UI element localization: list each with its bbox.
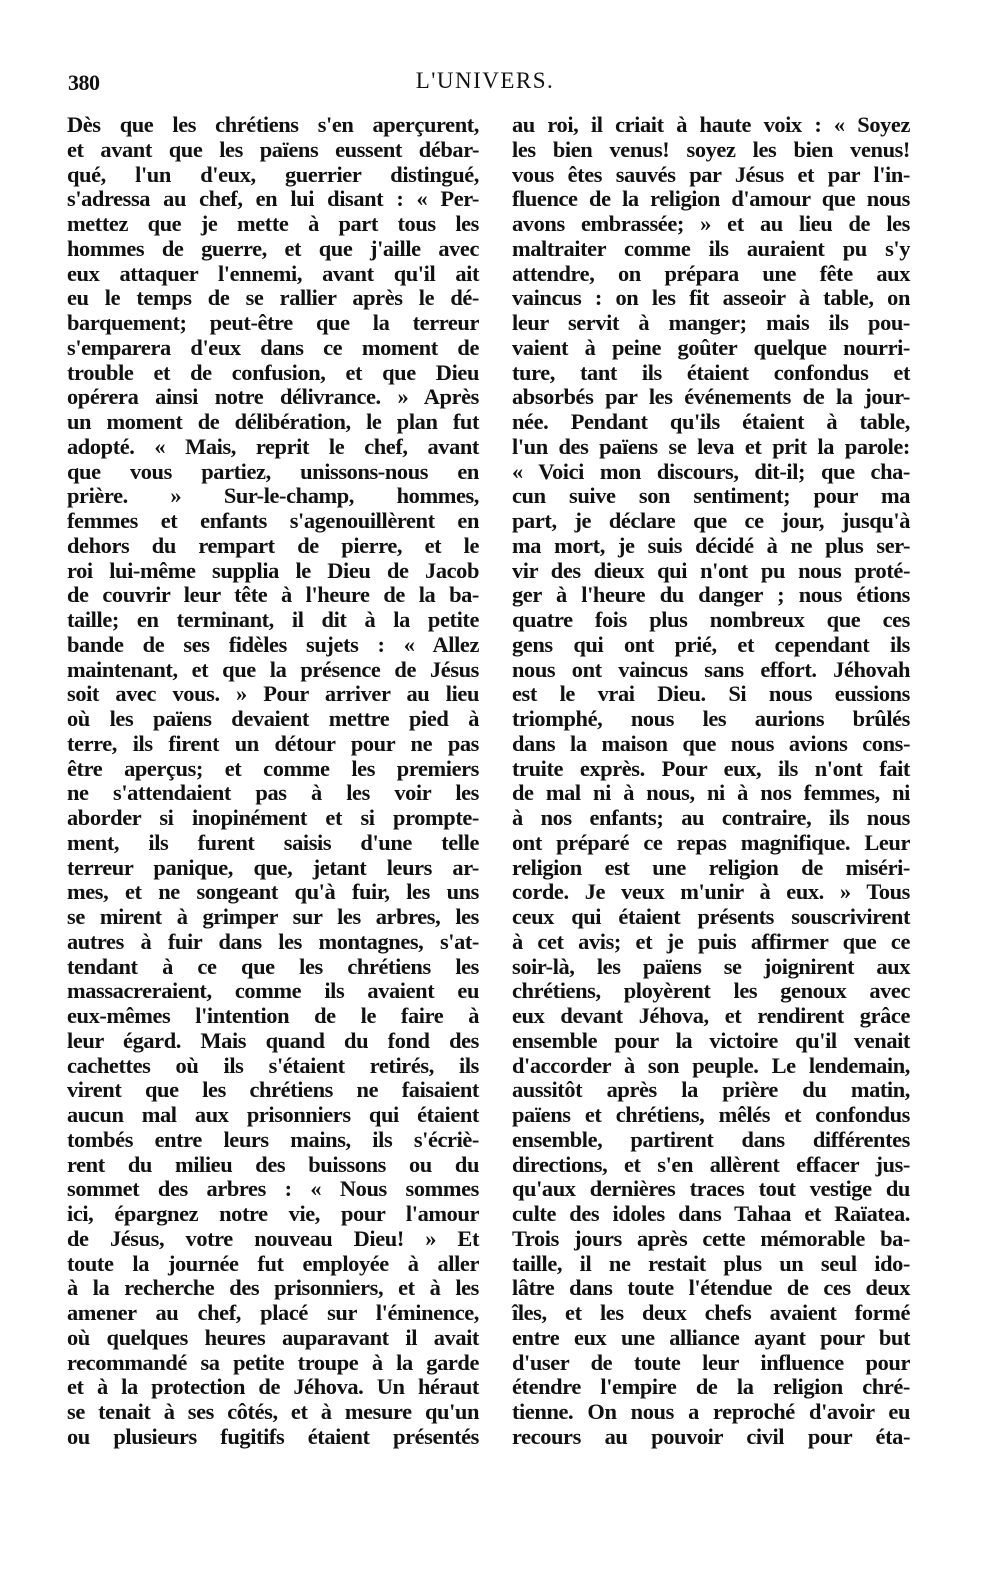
text-line: Trois jours après cette mémorable ba- — [512, 1225, 910, 1251]
text-line: aussitôt après la prière du matin, — [512, 1077, 910, 1103]
text-line: part, je déclare que ce jour, jusqu'à — [512, 508, 910, 533]
text-line: Dès que les chrétiens s'en aperçurent, — [67, 112, 479, 137]
text-line: fluence de la religion d'amour que nous — [512, 186, 910, 212]
text-line: opérera ainsi notre délivrance. » Après — [67, 384, 479, 410]
text-line: un moment de délibération, le plan fut — [67, 409, 479, 434]
text-line: rent du milieu des buissons ou du — [67, 1151, 479, 1177]
text-line: aborder si inopinément et si prompte- — [67, 805, 479, 830]
text-line: et à la protection de Jéhova. Un héraut — [67, 1374, 479, 1400]
text-line: de Jésus, votre nouveau Dieu! » Et — [67, 1225, 479, 1251]
text-line: leur servit à manger; mais ils pou- — [512, 310, 910, 335]
text-line: s'emparera d'eux dans ce moment de — [67, 334, 479, 360]
text-line: taille; en terminant, il dit à la petite — [67, 607, 479, 632]
text-line: ceux qui étaient présents souscrivirent — [512, 904, 910, 929]
text-line: née. Pendant qu'ils étaient à table, — [512, 409, 910, 434]
text-line: massacreraient, comme ils avaient eu — [67, 978, 479, 1004]
text-line: eu le temps de se rallier après le dé- — [67, 285, 479, 311]
running-header — [60, 66, 910, 96]
text-line: attendre, on prépara une fête aux — [512, 260, 910, 286]
text-line: qu'aux dernières traces tout vestige du — [512, 1176, 910, 1202]
text-line: se mirent à grimper sur les arbres, les — [67, 904, 479, 929]
text-line: être aperçus; et comme les premiers — [67, 755, 479, 781]
text-line: vir des dieux qui n'ont pu nous proté- — [512, 557, 910, 583]
text-line: que vous partiez, unissons-nous en — [67, 458, 479, 484]
text-line: adopté. « Mais, reprit le chef, avant — [67, 433, 479, 459]
text-line: les bien venus! soyez les bien venus! — [512, 136, 910, 162]
text-line: recours au pouvoir civil pour éta- — [512, 1423, 910, 1449]
text-line: tendant à ce que les chrétiens les — [67, 953, 479, 979]
text-line: tombés entre leurs mains, ils s'écriè- — [67, 1126, 479, 1152]
text-line: sommet des arbres : « Nous sommes — [67, 1176, 479, 1202]
text-line: chrétiens, ployèrent les genoux avec — [512, 978, 910, 1004]
text-line: aucun mal aux prisonniers qui étaient — [67, 1102, 479, 1127]
text-line: à nos enfants; au contraire, ils nous — [512, 805, 910, 830]
text-column-left — [67, 113, 479, 1450]
text-line: ne s'attendaient pas à les voir les — [67, 780, 479, 806]
text-line: vaient à peine goûter quelque nourri- — [512, 334, 910, 360]
text-line: « Voici mon discours, dit-il; que cha- — [512, 458, 910, 484]
text-line: ou plusieurs fugitifs étaient présentés — [67, 1423, 479, 1449]
text-line: virent que les chrétiens ne faisaient — [67, 1077, 479, 1103]
text-line: ma mort, je suis décidé à ne plus ser- — [512, 532, 910, 558]
text-line: prière. » Sur-le-champ, hommes, — [67, 483, 479, 509]
text-line: ensemble pour la victoire qu'il venait — [512, 1027, 910, 1053]
text-line: toute la journée fut employée à aller — [67, 1250, 479, 1276]
text-line: soit avec vous. » Pour arriver au lieu — [67, 681, 479, 707]
text-line: entre eux une alliance ayant pour but — [512, 1324, 910, 1350]
text-line: leur égard. Mais quand du fond des — [67, 1027, 479, 1053]
text-line: d'user de toute leur influence pour — [512, 1349, 910, 1375]
text-line: où quelques heures auparavant il avait — [67, 1324, 479, 1350]
text-line: de couvrir leur tête à l'heure de la ba- — [67, 582, 479, 608]
text-line: terreur panique, que, jetant leurs ar- — [67, 854, 479, 880]
text-line: corde. Je veux m'unir à eux. » Tous — [512, 879, 910, 905]
text-line: à cet avis; et je puis affirmer que ce — [512, 928, 910, 954]
text-line: maintenant, et que la présence de Jésus — [67, 656, 479, 682]
text-line: lâtre dans toute l'étendue de ces deux — [512, 1275, 910, 1301]
text-line: et avant que les païens eussent débar- — [67, 136, 479, 162]
text-line: hommes de guerre, et que j'aille avec — [67, 235, 479, 261]
text-line: nous ont vaincus sans effort. Jéhovah — [512, 656, 910, 682]
text-line: tienne. On nous a reproché d'avoir eu — [512, 1399, 910, 1424]
text-line: trouble et de confusion, et que Dieu — [67, 359, 479, 385]
text-line: au roi, il criait à haute voix : « Soyez — [512, 112, 910, 137]
text-line: truite exprès. Pour eux, ils n'ont fait — [512, 755, 910, 781]
text-column-right — [512, 113, 910, 1450]
text-line: est le vrai Dieu. Si nous eussions — [512, 681, 910, 707]
text-line: qué, l'un d'eux, guerrier distingué, — [67, 161, 479, 187]
text-line: absorbés par les événements de la jour- — [512, 384, 910, 410]
text-line: taille, il ne restait plus un seul ido- — [512, 1250, 910, 1276]
text-line: quatre fois plus nombreux que ces — [512, 607, 910, 632]
text-line: ger à l'heure du danger ; nous étions — [512, 582, 910, 608]
text-line: triomphé, nous les aurions brûlés — [512, 706, 910, 731]
text-line: d'accorder à son peuple. Le lendemain, — [512, 1052, 910, 1078]
text-line: s'adressa au chef, en lui disant : « Per- — [67, 186, 479, 212]
text-line: autres à fuir dans les montagnes, s'at- — [67, 928, 479, 954]
text-line: de mal ni à nous, ni à nos femmes, ni — [512, 780, 910, 806]
text-line: à la recherche des prisonniers, et à les — [67, 1275, 479, 1301]
text-line: avons embrassée; » et au lieu de les — [512, 211, 910, 236]
text-line: amener au chef, placé sur l'éminence, — [67, 1300, 479, 1325]
text-line: étendre l'empire de la religion chré- — [512, 1374, 910, 1400]
text-line: où les païens devaient mettre pied à — [67, 706, 479, 731]
text-line: îles, et les deux chefs avaient formé — [512, 1300, 910, 1325]
text-line: ture, tant ils étaient confondus et — [512, 359, 910, 385]
text-line: mes, et ne songeant qu'à fuir, les uns — [67, 879, 479, 905]
text-line: se tenait à ses côtés, et à mesure qu'un — [67, 1399, 479, 1424]
text-line: barquement; peut-être que la terreur — [67, 310, 479, 335]
text-line: cun suive son sentiment; pour ma — [512, 483, 910, 509]
text-line: roi lui-même supplia le Dieu de Jacob — [67, 557, 479, 583]
text-line: eux attaquer l'ennemi, avant qu'il ait — [67, 260, 479, 286]
text-line: bande de ses fidèles sujets : « Allez — [67, 631, 479, 657]
text-line: cachettes où ils s'étaient retirés, ils — [67, 1052, 479, 1078]
text-line: maltraiter comme ils auraient pu s'y — [512, 235, 910, 261]
text-line: ensemble, partirent dans différentes — [512, 1126, 910, 1152]
text-line: recommandé sa petite troupe à la garde — [67, 1349, 479, 1375]
text-line: terre, ils firent un détour pour ne pas — [67, 730, 479, 756]
text-line: femmes et enfants s'agenouillèrent en — [67, 508, 479, 533]
text-line: dehors du rempart de pierre, et le — [67, 532, 479, 558]
page-number: 380 — [68, 70, 100, 95]
text-line: eux devant Jéhova, et rendirent grâce — [512, 1003, 910, 1028]
text-line: ment, ils furent saisis d'une telle — [67, 829, 479, 855]
text-line: eux-mêmes l'intention de le faire à — [67, 1003, 479, 1028]
text-line: dans la maison que nous avions cons- — [512, 730, 910, 756]
text-line: gens qui ont prié, et cependant ils — [512, 631, 910, 657]
text-line: soir-là, les païens se joignirent aux — [512, 953, 910, 979]
text-line: l'un des païens se leva et prit la parole: — [512, 433, 910, 459]
running-title: L'UNIVERS. — [415, 68, 555, 93]
text-line: culte des idoles dans Tahaa et Raïatea. — [512, 1201, 910, 1226]
text-line: directions, et s'en allèrent effacer jus- — [512, 1151, 910, 1177]
text-line: vous êtes sauvés par Jésus et par l'in- — [512, 161, 910, 187]
text-line: vaincus : on les fit asseoir à table, on — [512, 285, 910, 311]
text-line: païens et chrétiens, mêlés et confondus — [512, 1102, 910, 1127]
text-line: ont préparé ce repas magnifique. Leur — [512, 829, 910, 855]
text-line: ici, épargnez notre vie, pour l'amour — [67, 1201, 479, 1226]
text-line: mettez que je mette à part tous les — [67, 211, 479, 236]
text-line: religion est une religion de miséri- — [512, 854, 910, 880]
